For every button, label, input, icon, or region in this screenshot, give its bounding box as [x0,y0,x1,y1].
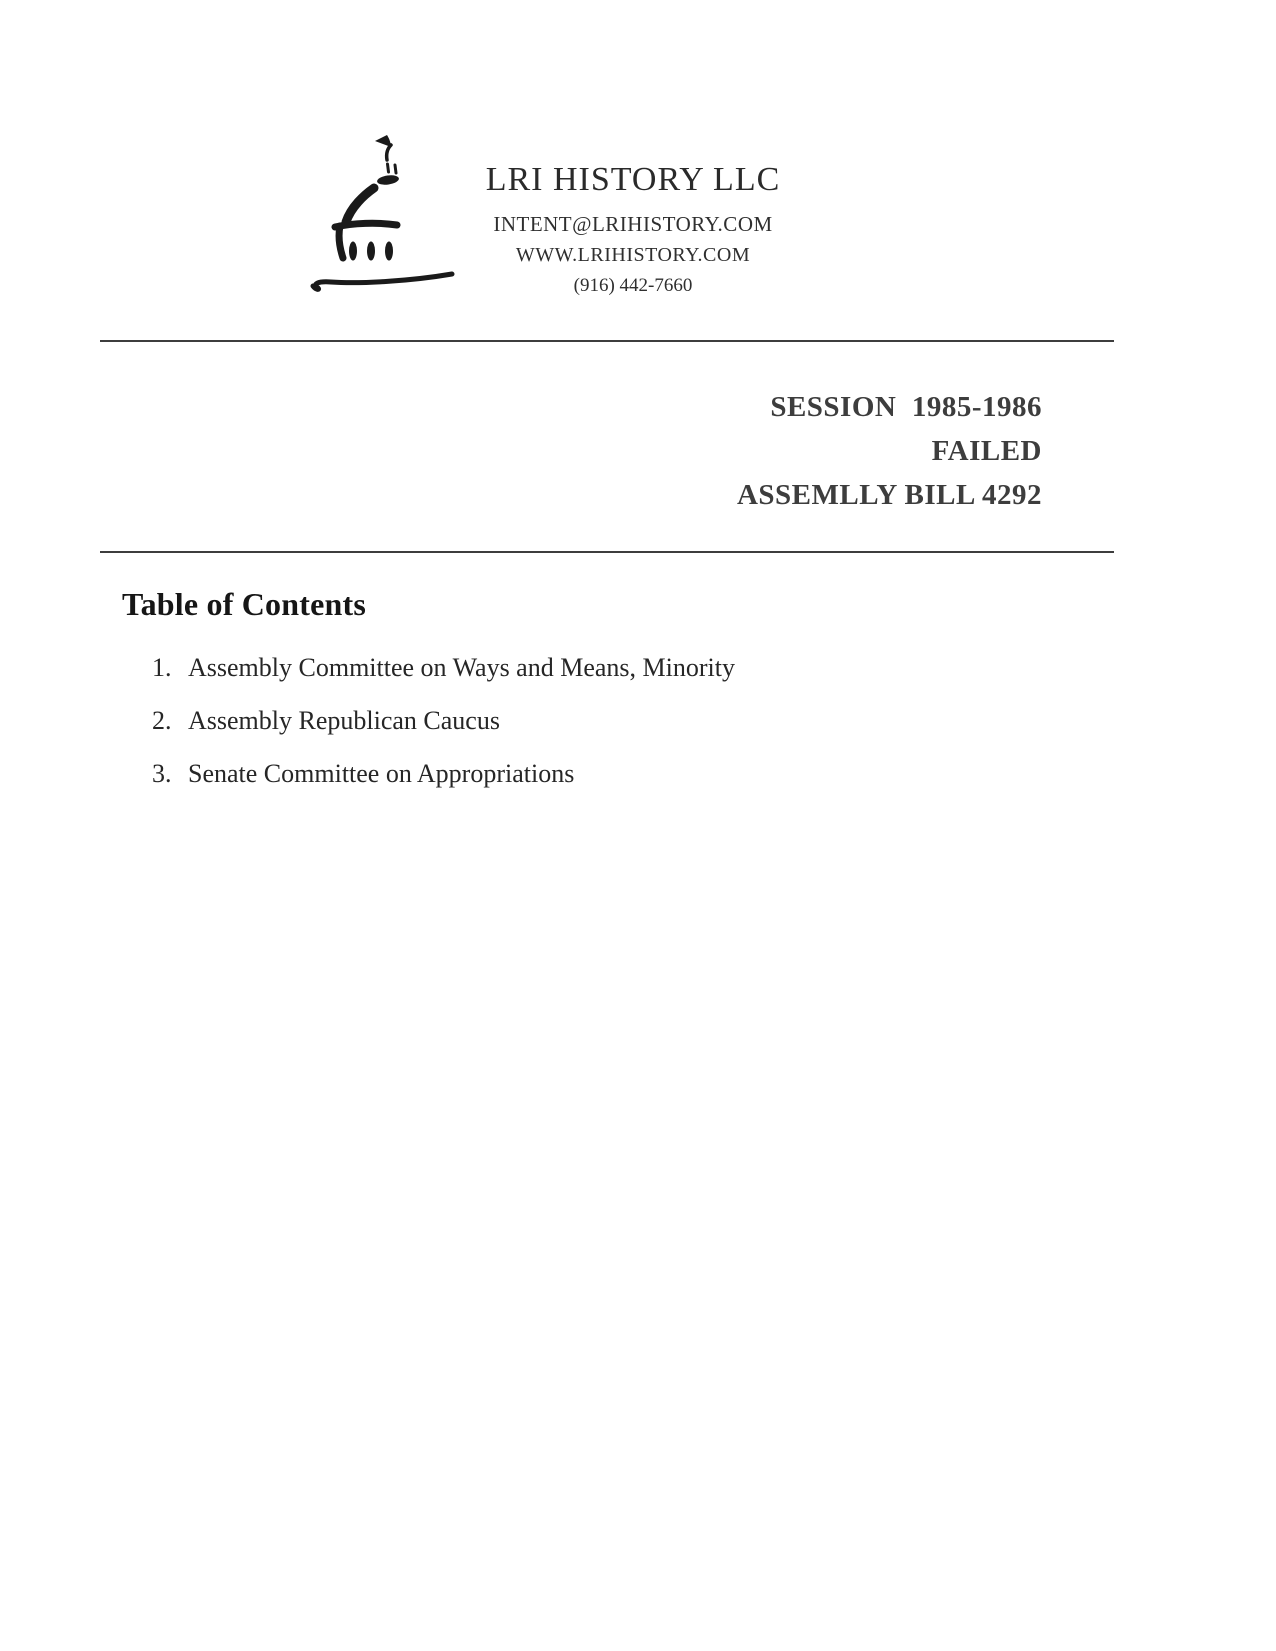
divider-bottom [100,551,1114,553]
toc-item [152,706,735,759]
toc-item [152,653,735,706]
toc-heading: Table of Contents [122,586,367,622]
toc-item-title: Assembly Republican Caucus [188,706,500,735]
case-info-block [737,385,1042,517]
session-line: SESSION 1985-1986 [770,391,1042,423]
toc-item-title: Assembly Committee on Ways and Means, Minority [188,653,735,682]
company-email: INTENT@LRIHISTORY.COM [493,212,773,236]
letterhead [473,163,793,305]
company-name: LRI HISTORY LLC [485,161,781,198]
toc-item-number: 3. [152,759,172,788]
company-phone: (916) 442-7660 [573,275,693,296]
toc-item-number: 2. [152,706,172,735]
divider-top [100,340,1114,342]
bill-line: ASSEMLLY BILL 4292 [736,479,1042,511]
status-line: FAILED [931,435,1042,467]
capitol-dome-icon [291,127,481,292]
toc-item-number: 1. [152,653,172,682]
toc-item [152,759,735,812]
company-website: WWW.LRIHISTORY.COM [515,244,751,266]
toc-item-title: Senate Committee on Appropriations [188,759,575,788]
toc-list [152,653,735,812]
